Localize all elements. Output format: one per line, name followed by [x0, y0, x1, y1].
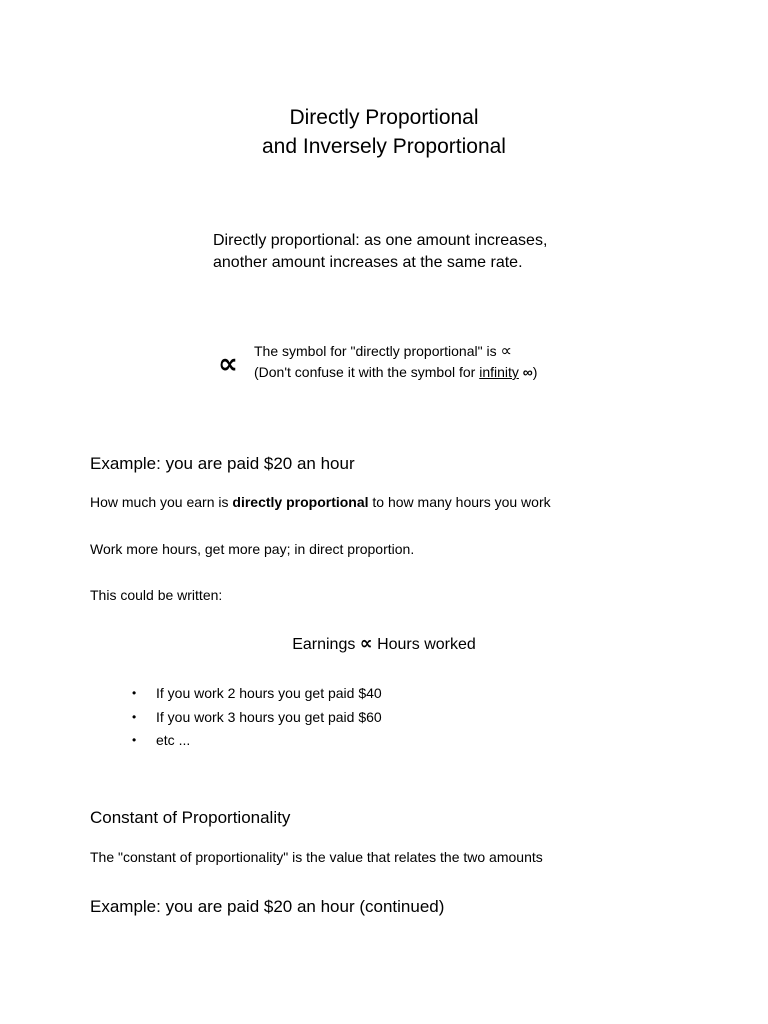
- bullet-icon: •: [132, 709, 137, 724]
- formula-right: Hours worked: [372, 636, 476, 653]
- bullet-icon: •: [132, 733, 137, 747]
- earn-suffix: to how many hours you work: [368, 494, 551, 510]
- list-item: [128, 682, 382, 706]
- written-paragraph: This could be written:: [90, 587, 223, 603]
- earn-prefix: How much you earn is: [90, 494, 233, 510]
- constant-paragraph: The "constant of proportionality" is the value that relates the two amounts: [90, 849, 543, 865]
- proportional-symbol-icon: ∝: [218, 348, 238, 379]
- list-item-text: If you work 3 hours you get paid $60: [156, 708, 382, 725]
- page-title-line-1: Directly Proportional: [289, 106, 479, 129]
- definition-line-2: another amount increases at the same rate.: [213, 254, 523, 271]
- list-item: [128, 706, 382, 730]
- symbol-note: [254, 341, 537, 383]
- example-continued-heading: Example: you are paid $20 an hour (continued): [90, 897, 445, 916]
- constant-heading: Constant of Proportionality: [90, 808, 291, 827]
- more-hours-paragraph: Work more hours, get more pay; in direct proportion.: [90, 541, 415, 557]
- formula-left: Earnings: [292, 636, 360, 653]
- proportion-formula: [0, 632, 768, 656]
- symbol-note-suffix: ): [532, 364, 538, 380]
- inline-proportional-symbol: ∝: [500, 343, 512, 360]
- symbol-note-text: The symbol for "directly proportional" is: [254, 343, 501, 359]
- list-item-text: If you work 2 hours you get paid $40: [156, 685, 382, 701]
- example-heading: Example: you are paid $20 an hour: [90, 454, 355, 473]
- symbol-note-prefix: (Don't confuse it with the symbol for: [254, 364, 480, 380]
- formula-symbol-icon: ∝: [359, 633, 373, 653]
- list-item: [128, 729, 382, 753]
- bullet-icon: •: [132, 686, 137, 700]
- list-item-text: etc ...: [156, 732, 191, 748]
- page-title-line-2: and Inversely Proportional: [262, 135, 506, 158]
- symbol-note-line-1: [254, 341, 537, 362]
- symbol-note-line-2: [254, 362, 537, 383]
- earn-paragraph: [90, 492, 551, 512]
- earn-bold-term: directly proportional: [232, 494, 369, 510]
- infinity-link[interactable]: infinity: [479, 364, 519, 380]
- definition-line-1: Directly proportional: as one amount increases,: [213, 232, 548, 249]
- infinity-symbol-icon: ∞: [522, 364, 533, 380]
- pay-examples-list: [128, 682, 382, 753]
- definition-text: [213, 230, 547, 274]
